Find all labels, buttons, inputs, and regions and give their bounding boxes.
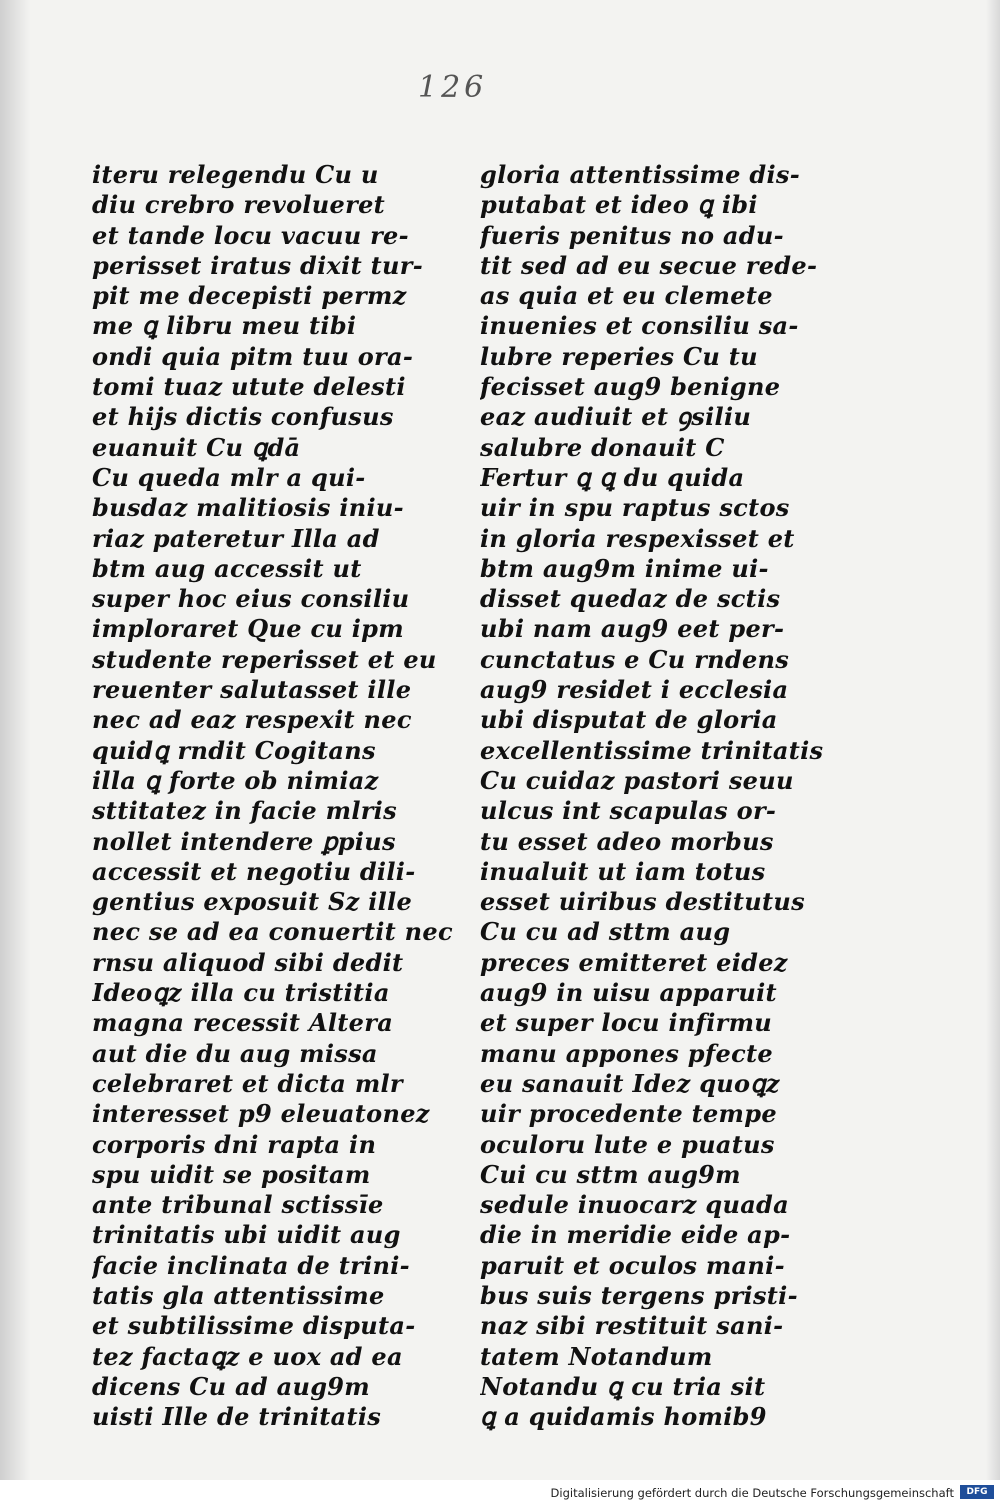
- page-edge-left: [0, 0, 30, 1480]
- manuscript-line: aug9 in uisu apparuit: [480, 978, 777, 1008]
- manuscript-line: magna recessit Altera: [92, 1008, 394, 1038]
- manuscript-line: illa ꝗ forte ob nimiaz: [92, 765, 379, 795]
- manuscript-line: tatis gla attentissime: [92, 1280, 385, 1310]
- manuscript-line: facie inclinata de trini-: [92, 1250, 410, 1280]
- manuscript-line: as quia et eu clemete: [480, 281, 773, 311]
- manuscript-line: ondi quia pitm tuu ora-: [92, 341, 414, 371]
- funding-credit: Digitalisierung gefördert durch die Deutsche Forschungsgemeinschaft: [550, 1486, 954, 1500]
- footer-bar: [0, 1480, 1000, 1505]
- manuscript-line: preces emitteret eidez: [480, 947, 788, 977]
- manuscript-line: busdaz malitiosis iniu-: [92, 493, 404, 523]
- manuscript-line: quidꝗ rndit Cogitans: [92, 735, 376, 765]
- manuscript-line: esset uiribus destitutus: [480, 887, 805, 917]
- manuscript-line: Cu cuidaz pastori seuu: [480, 765, 794, 795]
- manuscript-line: bus suis tergens pristi-: [480, 1280, 798, 1310]
- manuscript-line: lubre reperies Cu tu: [480, 341, 758, 371]
- manuscript-line: btm aug9m inime ui-: [480, 553, 769, 583]
- manuscript-line: uir in spu raptus sctos: [480, 493, 790, 523]
- manuscript-line: manu appones pfecte: [480, 1038, 773, 1068]
- manuscript-line: uir procedente tempe: [480, 1099, 777, 1129]
- manuscript-line: nec se ad ea conuertit nec: [92, 917, 453, 947]
- manuscript-line: riaz pateretur Illa ad: [92, 523, 380, 553]
- manuscript-line: aug9 residet i ecclesia: [480, 675, 789, 705]
- manuscript-line: dicens Cu ad aug9m: [92, 1371, 370, 1401]
- manuscript-line: accessit et negotiu dili-: [92, 856, 416, 886]
- manuscript-line: ubi nam aug9 eet per-: [480, 614, 785, 644]
- manuscript-line: paruit et oculos mani-: [480, 1250, 785, 1280]
- manuscript-line: iteru relegendu Cu u: [92, 160, 379, 189]
- manuscript-line: Ideoꝗz illa cu tristitia: [92, 978, 390, 1008]
- manuscript-line: excellentissime trinitatis: [480, 735, 824, 765]
- manuscript-line: oculoru lute e puatus: [480, 1129, 775, 1159]
- manuscript-line: gloria attentissime dis-: [480, 160, 800, 189]
- manuscript-line: et subtilissime disputa-: [92, 1311, 416, 1341]
- manuscript-line: spu uidit se positam: [92, 1159, 371, 1189]
- manuscript-line: me ꝗ libru meu tibi: [92, 311, 357, 341]
- manuscript-line: tu esset adeo morbus: [480, 826, 774, 856]
- manuscript-line: Fertur ꝗ ꝗ du quida: [480, 462, 745, 492]
- manuscript-line: fecisset aug9 benigne: [480, 372, 781, 402]
- manuscript-line: nollet intendere ꝑpius: [92, 826, 396, 856]
- manuscript-line: perisset iratus dixit tur-: [92, 250, 423, 280]
- manuscript-line: trinitatis ubi uidit aug: [92, 1220, 401, 1250]
- manuscript-line: rnsu aliquod sibi dedit: [92, 947, 404, 977]
- manuscript-line: cunctatus e Cu rndens: [480, 644, 790, 674]
- manuscript-line: pit me decepisti permz: [92, 281, 407, 311]
- manuscript-line: interesset p9 eleuatonez: [92, 1099, 430, 1129]
- manuscript-line: tit sed ad eu secue rede-: [480, 250, 818, 280]
- dfg-logo: DFG: [960, 1485, 994, 1499]
- manuscript-line: inualuit ut iam totus: [480, 856, 766, 886]
- manuscript-line: ꝗ a quidamis homib9: [480, 1402, 767, 1432]
- manuscript-line: diu crebro revolueret: [92, 190, 386, 220]
- manuscript-line: super hoc eius consiliu: [92, 584, 410, 614]
- manuscript-line: reuenter salutasset ille: [92, 675, 412, 705]
- manuscript-line: putabat et ideo ꝗ ibi: [480, 190, 758, 220]
- manuscript-line: disset quedaz de sctis: [480, 584, 781, 614]
- manuscript-line: eaz audiuit et ꝯsiliu: [480, 402, 752, 432]
- manuscript-line: ulcus int scapulas or-: [480, 796, 777, 826]
- manuscript-line: et super locu infirmu: [480, 1008, 773, 1038]
- manuscript-line: fueris penitus no adu-: [480, 220, 784, 250]
- manuscript-line: sttitatez in facie mlris: [92, 796, 397, 826]
- manuscript-line: tatem Notandum: [480, 1341, 713, 1371]
- manuscript-line: ante tribunal sctissīe: [92, 1190, 384, 1220]
- manuscript-line: naz sibi restituit sani-: [480, 1311, 784, 1341]
- manuscript-line: celebraret et dicta mlr: [92, 1068, 403, 1098]
- page-edge-right: [986, 0, 1000, 1480]
- manuscript-line: Cu cu ad sttm aug: [480, 917, 731, 947]
- manuscript-line: tomi tuaz utute delesti: [92, 372, 406, 402]
- manuscript-line: tez factaꝗz e uox ad ea: [92, 1341, 403, 1371]
- manuscript-line: btm aug accessit ut: [92, 553, 362, 583]
- manuscript-line: uisti Ille de trinitatis: [92, 1402, 382, 1432]
- manuscript-line: sedule inuocarz quada: [480, 1190, 789, 1220]
- manuscript-line: Cu queda mlr a qui-: [92, 462, 366, 492]
- manuscript-line: imploraret Que cu ipm: [92, 614, 404, 644]
- manuscript-line: die in meridie eide ap-: [480, 1220, 791, 1250]
- manuscript-line: in gloria respexisset et: [480, 523, 795, 553]
- manuscript-line: gentius exposuit Sz ille: [92, 887, 413, 917]
- manuscript-line: ubi disputat de gloria: [480, 705, 778, 735]
- manuscript-line: nec ad eaz respexit nec: [92, 705, 412, 735]
- manuscript-line: et hijs dictis confusus: [92, 402, 394, 432]
- manuscript-line: aut die du aug missa: [92, 1038, 378, 1068]
- manuscript-line: salubre donauit C: [480, 432, 725, 462]
- manuscript-line: euanuit Cu ꝗdā: [92, 432, 301, 462]
- text-column-right: [480, 160, 830, 1432]
- folio-number: 126: [418, 70, 488, 105]
- manuscript-line: inuenies et consiliu sa-: [480, 311, 799, 341]
- manuscript-line: Notandu ꝗ cu tria sit: [480, 1371, 766, 1401]
- manuscript-line: Cui cu sttm aug9m: [480, 1159, 741, 1189]
- manuscript-line: et tande locu vacuu re-: [92, 220, 409, 250]
- manuscript-line: corporis dni rapta in: [92, 1129, 377, 1159]
- manuscript-line: studente reperisset et eu: [92, 644, 437, 674]
- manuscript-line: eu sanauit Idez quoꝗz: [480, 1068, 780, 1098]
- text-column-left: [92, 160, 462, 1432]
